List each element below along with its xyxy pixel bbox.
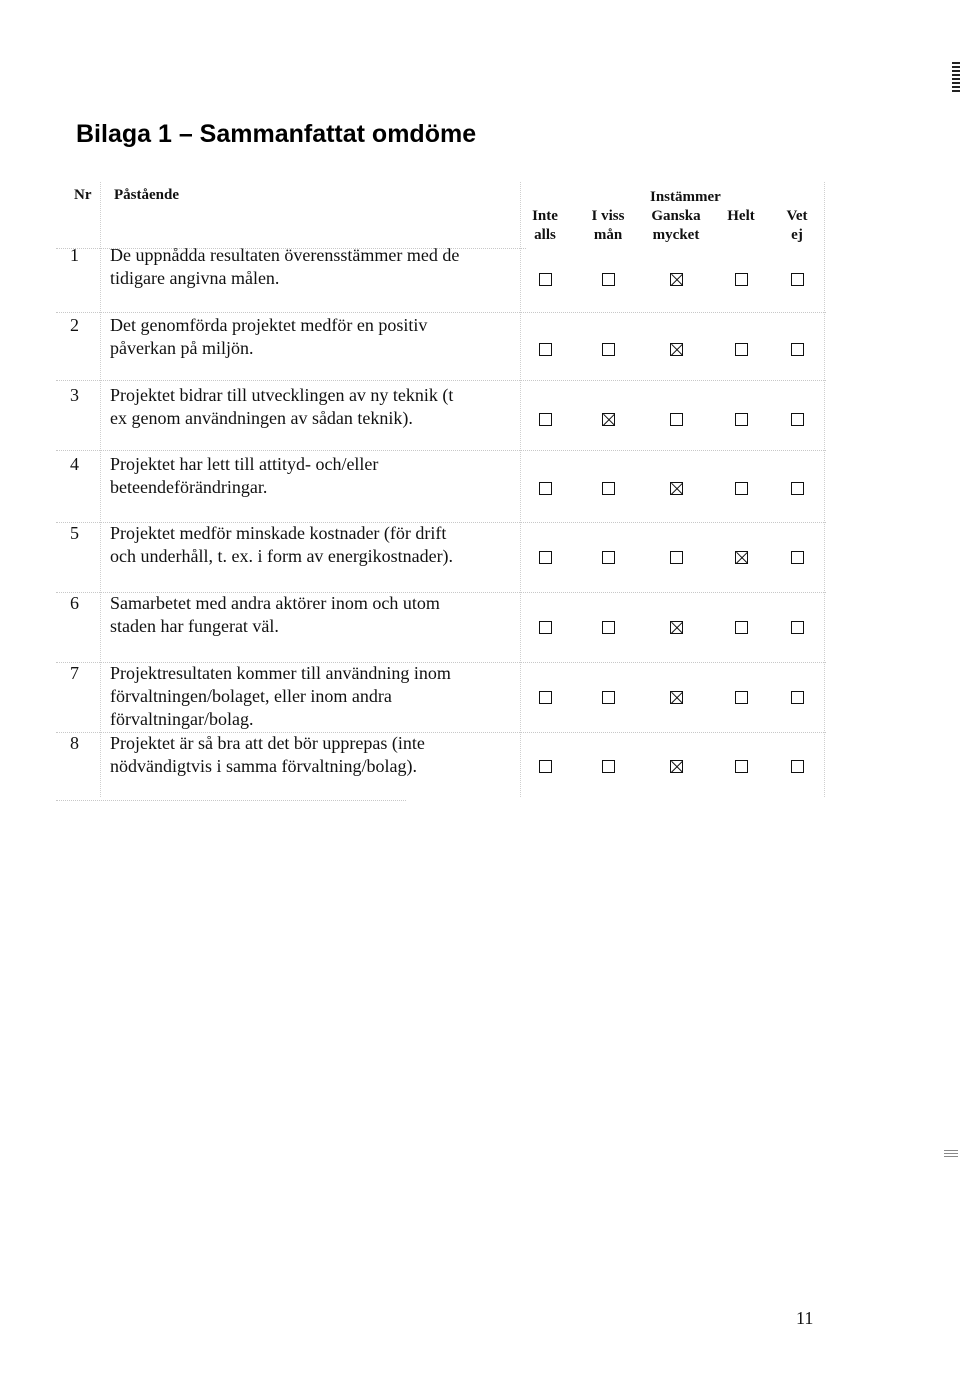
- checked-checkbox[interactable]: [670, 621, 683, 634]
- checkbox[interactable]: [539, 551, 552, 564]
- checkbox[interactable]: [602, 621, 615, 634]
- statement-text: Det genomförda projektet medför en positiv påverkan på miljön.: [110, 315, 428, 358]
- checkbox[interactable]: [735, 621, 748, 634]
- option-header: Inte alls: [532, 208, 558, 243]
- checkbox[interactable]: [602, 551, 615, 564]
- row-number: 3: [70, 385, 79, 405]
- row-number: 1: [70, 245, 79, 265]
- row-number: 8: [70, 733, 79, 753]
- checkbox[interactable]: [539, 691, 552, 704]
- checkbox[interactable]: [735, 482, 748, 495]
- column-header-nr: Nr: [74, 187, 92, 203]
- checkbox[interactable]: [735, 413, 748, 426]
- statement-text: Samarbetet med andra aktörer inom och utom staden har fungerat väl.: [110, 593, 440, 636]
- option-header: Helt: [727, 208, 755, 224]
- option-header: I viss mån: [591, 208, 625, 243]
- row-number: 2: [70, 315, 79, 335]
- checked-checkbox[interactable]: [670, 760, 683, 773]
- option-header: Vet ej: [786, 208, 808, 243]
- checkbox[interactable]: [602, 760, 615, 773]
- checkbox[interactable]: [670, 551, 683, 564]
- checkbox[interactable]: [539, 413, 552, 426]
- row-number: 4: [70, 454, 79, 474]
- checkbox[interactable]: [791, 413, 804, 426]
- checked-checkbox[interactable]: [670, 273, 683, 286]
- option-header: Ganska mycket: [651, 208, 701, 243]
- checkbox[interactable]: [539, 343, 552, 356]
- checkbox[interactable]: [539, 621, 552, 634]
- checkbox[interactable]: [735, 273, 748, 286]
- checkbox[interactable]: [791, 551, 804, 564]
- statement-text: Projektet har lett till attityd- och/eller beteendeförändringar.: [110, 454, 379, 497]
- statement-text: Projektresultaten kommer till användning inom förvaltningen/bolaget, eller inom andra förvaltningar/bolag.: [110, 663, 451, 729]
- checkbox[interactable]: [791, 621, 804, 634]
- checkbox[interactable]: [791, 273, 804, 286]
- row-number: 6: [70, 593, 79, 613]
- checked-checkbox[interactable]: [670, 482, 683, 495]
- page-number: 11: [796, 1308, 814, 1328]
- checkbox[interactable]: [735, 691, 748, 704]
- checkbox[interactable]: [602, 691, 615, 704]
- checkbox[interactable]: [602, 273, 615, 286]
- statement-text: Projektet medför minskade kostnader (för drift och underhåll, t. ex. i form av energikostnader).: [110, 523, 454, 566]
- row-number: 5: [70, 523, 79, 543]
- checked-checkbox[interactable]: [670, 343, 683, 356]
- checkbox[interactable]: [539, 273, 552, 286]
- page-heading: Bilaga 1 – Sammanfattat omdöme: [76, 120, 477, 148]
- statement-text: Projektet bidrar till utvecklingen av ny teknik (t ex genom användningen av sådan teknik).: [110, 385, 454, 428]
- checkbox[interactable]: [735, 760, 748, 773]
- checked-checkbox[interactable]: [670, 691, 683, 704]
- checkbox[interactable]: [735, 343, 748, 356]
- checkbox[interactable]: [602, 343, 615, 356]
- row-number: 7: [70, 663, 79, 683]
- checkbox[interactable]: [791, 343, 804, 356]
- column-group-header: Instämmer: [650, 189, 721, 205]
- checkbox[interactable]: [791, 482, 804, 495]
- statement-text: De uppnådda resultaten överensstämmer med de tidigare angivna målen.: [110, 245, 460, 288]
- checkbox[interactable]: [602, 482, 615, 495]
- column-header-statement: Påstående: [114, 187, 179, 203]
- checkbox[interactable]: [791, 760, 804, 773]
- checkbox[interactable]: [539, 760, 552, 773]
- checkbox[interactable]: [539, 482, 552, 495]
- checked-checkbox[interactable]: [735, 551, 748, 564]
- checked-checkbox[interactable]: [602, 413, 615, 426]
- checkbox[interactable]: [791, 691, 804, 704]
- statement-text: Projektet är så bra att det bör upprepas (inte nödvändigtvis i samma förvaltning/bolag).: [110, 733, 425, 776]
- checkbox[interactable]: [670, 413, 683, 426]
